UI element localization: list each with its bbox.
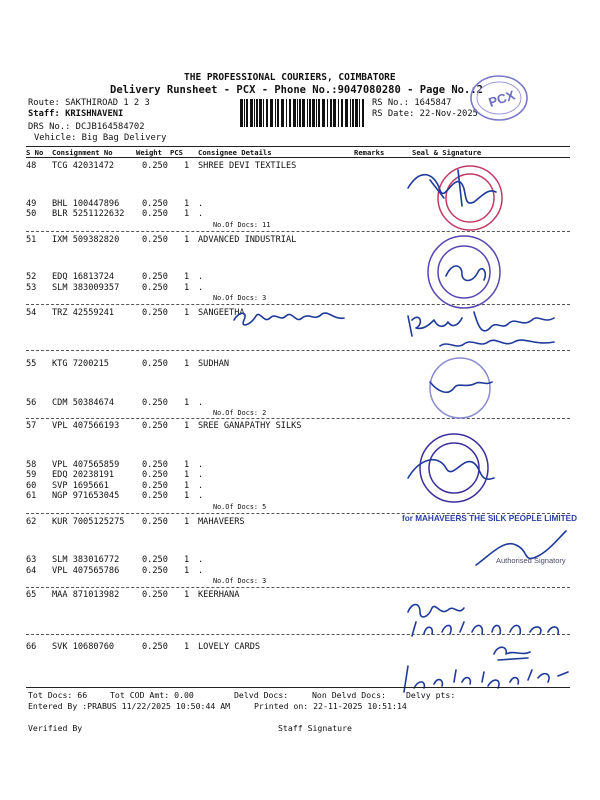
row-weight: 0.250 <box>142 209 168 219</box>
row-weight: 0.250 <box>142 199 168 209</box>
row-pcs: 1 <box>184 470 190 480</box>
advanced-industrial-stamp <box>422 232 506 312</box>
row-weight: 0.250 <box>142 491 168 501</box>
row-pcs: 1 <box>184 308 190 318</box>
barcode-bar <box>309 99 311 127</box>
row-consignee: . <box>198 209 204 219</box>
row-pcs: 1 <box>184 209 190 219</box>
row-consignment-no: VPL 407565859 <box>52 460 120 470</box>
row-sno: 57 <box>26 421 37 431</box>
row-pcs: 1 <box>184 590 190 600</box>
row-consignment-no: MAA 871013982 <box>52 590 120 600</box>
row-sno: 63 <box>26 555 37 565</box>
drs-label: DRS No.: DCJB164584702 <box>28 122 145 132</box>
barcode-bar <box>281 99 284 127</box>
row-sno: 53 <box>26 283 37 293</box>
total-docs: Tot Docs: 66 <box>28 690 88 700</box>
row-consignee: SREE GANAPATHY SILKS <box>198 421 302 431</box>
keerhana-handwritten-note <box>398 592 578 702</box>
vehicle-label: Vehicle: Big Bag Delivery <box>34 133 167 143</box>
row-pcs: 1 <box>184 566 190 576</box>
row-sno: 66 <box>26 642 37 652</box>
sangeetha-receiver-signature <box>404 306 584 356</box>
barcode-bar <box>297 99 298 127</box>
barcode-bar <box>352 99 354 127</box>
group-divider <box>26 587 570 588</box>
row-consignment-no: SVK 10680760 <box>52 642 115 652</box>
row-consignee: KEERHANA <box>198 590 240 600</box>
row-pcs: 1 <box>184 460 190 470</box>
printed-on: Printed on: 22-11-2025 10:51:14 <box>254 701 407 711</box>
row-weight: 0.250 <box>142 421 168 431</box>
doc-count: No.Of Docs: 11 <box>213 221 271 229</box>
row-weight: 0.250 <box>142 235 168 245</box>
row-weight: 0.250 <box>142 642 168 652</box>
row-consignment-no: EDQ 16813724 <box>52 272 115 282</box>
table-top-rule <box>26 146 570 147</box>
row-weight: 0.250 <box>142 460 168 470</box>
row-pcs: 1 <box>184 272 190 282</box>
row-pcs: 1 <box>184 398 190 408</box>
row-consignee: . <box>198 566 204 576</box>
barcode-bar <box>263 99 264 127</box>
barcode-bar <box>286 99 287 127</box>
row-pcs: 1 <box>184 283 190 293</box>
runsheet-subtitle: Delivery Runsheet - PCX - Phone No.:9047080280 - Page No.:2 <box>110 84 483 96</box>
row-consignee: . <box>198 491 204 501</box>
rs-date: RS Date: 22-Nov-2025 <box>372 109 478 119</box>
staff-label: Staff: KRISHNAVENI <box>28 109 124 119</box>
col-consignee: Consignee Details <box>198 148 272 157</box>
mahaveers-signature <box>470 525 570 575</box>
col-seal: Seal & Signature <box>412 148 482 157</box>
row-consignment-no: TCG 42031472 <box>52 161 115 171</box>
row-consignment-no: BHL 100447896 <box>52 199 120 209</box>
authorised-signatory: Authorised Signatory <box>496 556 566 565</box>
row-weight: 0.250 <box>142 272 168 282</box>
total-cod-amount: Tot COD Amt: 0.00 <box>110 690 194 700</box>
row-weight: 0.250 <box>142 359 168 369</box>
row-weight: 0.250 <box>142 555 168 565</box>
barcode-bar <box>359 99 360 127</box>
row-consignment-no: BLR 5251122632 <box>52 209 125 219</box>
barcode-bar <box>333 99 336 127</box>
row-pcs: 1 <box>184 517 190 527</box>
row-sno: 60 <box>26 481 37 491</box>
col-consignment: Consignment No <box>52 148 113 157</box>
row-pcs: 1 <box>184 421 190 431</box>
col-weight: Weight <box>136 148 162 157</box>
row-weight: 0.250 <box>142 308 168 318</box>
non-delivered-docs: Non Delvd Docs: <box>312 690 386 700</box>
pcx-stamp <box>468 72 530 124</box>
row-consignee: . <box>198 470 204 480</box>
row-consignment-no: VPL 407566193 <box>52 421 120 431</box>
row-consignment-no: SLM 383016772 <box>52 555 120 565</box>
barcode-bar <box>289 99 291 127</box>
barcode-bar <box>299 99 301 127</box>
row-consignee: . <box>198 199 204 209</box>
row-pcs: 1 <box>184 235 190 245</box>
barcode-bar <box>246 99 248 127</box>
row-pcs: 1 <box>184 491 190 501</box>
row-pcs: 1 <box>184 161 190 171</box>
sudhan-stamp <box>418 352 498 422</box>
barcode-bar <box>244 99 245 127</box>
row-consignee: SANGEETHA <box>198 308 245 318</box>
row-consignment-no: IXM 509382820 <box>52 235 120 245</box>
barcode-bar <box>293 99 296 127</box>
barcode-bar <box>307 99 308 127</box>
barcode-bar <box>350 99 351 127</box>
barcode-bar <box>341 99 343 127</box>
row-consignee: MAHAVEERS <box>198 517 245 527</box>
row-consignee: ADVANCED INDUSTRIAL <box>198 235 297 245</box>
doc-count: No.Of Docs: 5 <box>213 503 267 511</box>
barcode-bar <box>312 99 315 127</box>
doc-count: No.Of Docs: 3 <box>213 294 267 302</box>
row-sno: 51 <box>26 235 37 245</box>
row-sno: 61 <box>26 491 37 501</box>
delivered-docs: Delvd Docs: <box>234 690 289 700</box>
rs-number: RS No.: 1645847 <box>372 98 452 108</box>
barcode-bar <box>277 99 279 127</box>
row-sno: 49 <box>26 199 37 209</box>
row-weight: 0.250 <box>142 481 168 491</box>
row-consignment-no: EDQ 20238191 <box>52 470 115 480</box>
barcode-bar <box>345 99 348 127</box>
doc-count: No.Of Docs: 2 <box>213 409 267 417</box>
row-pcs: 1 <box>184 359 190 369</box>
row-consignee: SHREE DEVI TEXTILES <box>198 161 297 171</box>
col-pcs: PCS <box>170 148 183 157</box>
sree-ganapathy-stamp <box>398 428 508 510</box>
barcode-bar <box>270 99 273 127</box>
row-sno: 58 <box>26 460 37 470</box>
barcode-bar <box>355 99 358 127</box>
barcode <box>240 99 366 127</box>
row-weight: 0.250 <box>142 161 168 171</box>
barcode-bar <box>302 99 305 127</box>
row-consignment-no: SLM 383009357 <box>52 283 120 293</box>
row-weight: 0.250 <box>142 470 168 480</box>
row-consignment-no: SVP 1695661 <box>52 481 109 491</box>
row-consignment-no: CDM 50384674 <box>52 398 115 408</box>
row-consignee: . <box>198 283 204 293</box>
row-consignee: SUDHAN <box>198 359 230 369</box>
row-consignee: . <box>198 555 204 565</box>
row-sno: 50 <box>26 209 37 219</box>
row-sno: 64 <box>26 566 37 576</box>
row-consignment-no: NGP 971653045 <box>52 491 120 501</box>
row-weight: 0.250 <box>142 566 168 576</box>
row-weight: 0.250 <box>142 517 168 527</box>
barcode-bar <box>316 99 317 127</box>
mahaveers-stamp-line: for MAHAVEERS THE SILK PEOPLE LIMITED <box>402 514 577 523</box>
delivery-points: Delvy pts: <box>406 690 456 700</box>
row-weight: 0.250 <box>142 590 168 600</box>
row-consignee: LOVELY CARDS <box>198 642 261 652</box>
footer-top-rule <box>26 687 570 688</box>
row-consignment-no: TRZ 42559241 <box>52 308 115 318</box>
company-title: THE PROFESSIONAL COURIERS, COIMBATORE <box>184 72 396 83</box>
barcode-bar <box>322 99 325 127</box>
barcode-bar <box>338 99 339 127</box>
barcode-bar <box>327 99 328 127</box>
row-consignment-no: KTG 7200215 <box>52 359 109 369</box>
doc-count: No.Of Docs: 3 <box>213 577 267 585</box>
barcode-bar <box>259 99 262 127</box>
row-pcs: 1 <box>184 481 190 491</box>
row-weight: 0.250 <box>142 398 168 408</box>
barcode-bar <box>254 99 255 127</box>
sangeetha-signature <box>230 302 350 332</box>
row-consignment-no: VPL 407565786 <box>52 566 120 576</box>
row-pcs: 1 <box>184 642 190 652</box>
row-pcs: 1 <box>184 199 190 209</box>
row-sno: 52 <box>26 272 37 282</box>
row-consignee: . <box>198 481 204 491</box>
row-sno: 65 <box>26 590 37 600</box>
row-sno: 62 <box>26 517 37 527</box>
row-weight: 0.250 <box>142 283 168 293</box>
barcode-bar <box>330 99 332 127</box>
barcode-bar <box>240 99 243 127</box>
row-consignee: . <box>198 460 204 470</box>
row-pcs: 1 <box>184 555 190 565</box>
entered-by: Entered By :PRABUS 11/22/2025 10:50:44 AM <box>28 701 231 711</box>
row-consignment-no: KUR 7005125275 <box>52 517 125 527</box>
row-sno: 59 <box>26 470 37 480</box>
barcode-bar <box>362 99 364 127</box>
barcode-bar <box>256 99 258 127</box>
col-remarks: Remarks <box>354 148 385 157</box>
row-consignee: . <box>198 398 204 408</box>
barcode-bar <box>318 99 320 127</box>
pcx-stamp-text: PCX <box>486 87 517 110</box>
col-sno: S No <box>26 148 44 157</box>
row-sno: 48 <box>26 161 37 171</box>
route-label: Route: SAKTHIROAD 1 2 3 <box>28 98 150 108</box>
row-sno: 54 <box>26 308 37 318</box>
barcode-bar <box>275 99 276 127</box>
staff-signature-label: Staff Signature <box>278 723 352 733</box>
barcode-bar <box>266 99 268 127</box>
verified-by: Verified By <box>28 723 83 733</box>
row-sno: 56 <box>26 398 37 408</box>
row-sno: 55 <box>26 359 37 369</box>
barcode-bar <box>250 99 253 127</box>
shree-devi-stamp <box>400 158 510 236</box>
row-consignee: . <box>198 272 204 282</box>
